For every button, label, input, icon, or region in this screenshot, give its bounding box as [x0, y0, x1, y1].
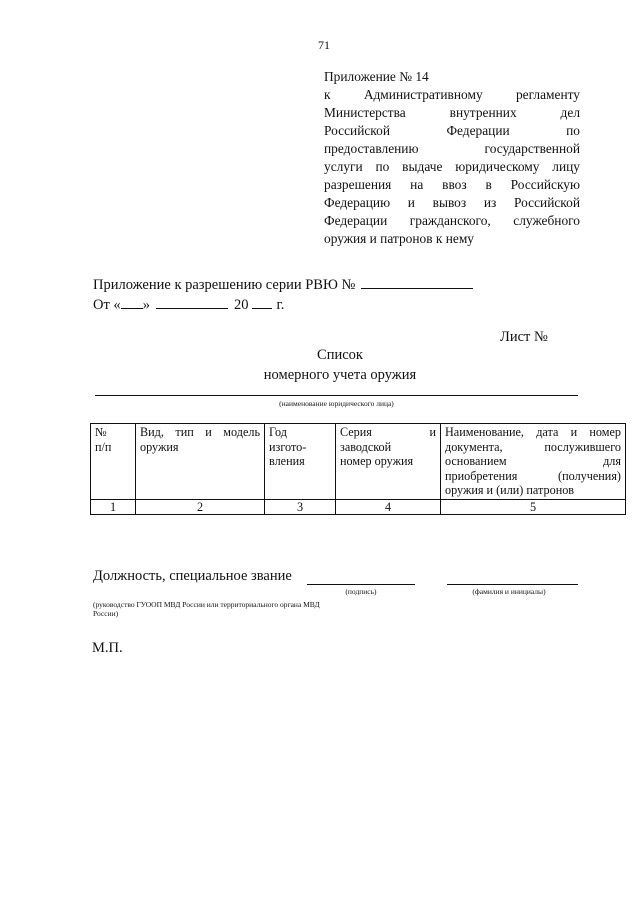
- day-blank: [121, 295, 143, 309]
- year-blank: [252, 295, 272, 309]
- column-header-line: п/п: [95, 439, 112, 454]
- signature-line: [307, 584, 415, 585]
- permit-date-line: [93, 295, 473, 315]
- page-number: 71: [318, 38, 330, 52]
- year-suffix: г.: [276, 297, 285, 313]
- list-title: [150, 345, 530, 385]
- column-header-line: вления: [269, 454, 305, 468]
- column-header: [441, 424, 626, 500]
- column-number-cell: 1: [91, 499, 136, 515]
- column-header-line: Наименование, дата и номер: [445, 425, 621, 439]
- list-title-line-1: Список: [317, 347, 363, 363]
- seal-placeholder: М.П.: [92, 640, 123, 656]
- column-header-line: основанием для: [445, 454, 621, 468]
- appendix-line: Российской Федерации по: [324, 123, 580, 138]
- appendix-line: к Административному регламенту: [324, 87, 580, 102]
- column-header: [91, 424, 136, 500]
- appendix-header: [324, 68, 580, 248]
- column-header-line: оружия: [140, 439, 179, 454]
- column-header-line: Год: [269, 425, 287, 439]
- column-header-line: заводской: [340, 439, 392, 454]
- column-number-cell: 2: [136, 499, 265, 515]
- column-header: [265, 424, 336, 500]
- position-rank-label: Должность, специальное звание: [93, 568, 292, 584]
- authority-footnote: (руководство ГУООП МВД России или территориального органа МВД России): [93, 600, 320, 618]
- appendix-line: разрешения на ввоз в Российскую: [324, 177, 580, 192]
- date-quote-close: »: [142, 297, 150, 313]
- appendix-line: предоставлению государственной: [324, 141, 580, 156]
- column-header: [336, 424, 441, 500]
- column-header-line: Вид, тип и модель: [140, 425, 260, 439]
- appendix-line: Федерацию и вывоз из Российской: [324, 195, 580, 210]
- column-number-cell: 5: [441, 499, 626, 515]
- column-header-line: Серия и: [340, 425, 436, 439]
- column-header-line: номер оружия: [340, 454, 414, 468]
- table-header-row: [91, 424, 626, 500]
- appendix-line: оружия и патронов к нему: [324, 231, 475, 246]
- permit-series-label: Приложение к разрешению серии РВЮ №: [93, 277, 356, 293]
- year-prefix: 20: [233, 297, 249, 313]
- full-name-line: [447, 584, 578, 585]
- weapons-table: [90, 423, 626, 515]
- sheet-number-label: Лист №: [500, 329, 548, 345]
- column-number-cell: 3: [265, 499, 336, 515]
- permit-series-line: [93, 275, 473, 295]
- signature-caption: (подпись): [345, 587, 377, 596]
- column-header-line: №: [95, 425, 107, 439]
- column-header: [136, 424, 265, 500]
- month-blank: [156, 295, 228, 309]
- list-title-line-2: номерного учета оружия: [263, 367, 417, 383]
- permit-reference: [93, 275, 473, 315]
- column-number-cell: 4: [336, 499, 441, 515]
- full-name-caption: (фамилия и инициалы): [472, 587, 546, 596]
- table-column-numbers-row: [91, 499, 626, 515]
- appendix-line: Федерации гражданского, служебного: [324, 213, 580, 228]
- column-header-line: документа, послужившего: [445, 439, 621, 454]
- column-header-line: приобретения (получения): [445, 468, 621, 483]
- organization-name-line: [95, 395, 578, 396]
- column-header-line: изгото-: [269, 439, 307, 454]
- appendix-line: услуги по выдаче юридическому лицу: [324, 159, 580, 174]
- date-from-label: От «: [93, 297, 121, 313]
- appendix-line: Министерства внутренних дел: [324, 105, 580, 120]
- appendix-line: Приложение № 14: [324, 69, 429, 84]
- column-header-line: оружия и (или) патронов: [445, 483, 575, 497]
- permit-number-blank: [361, 275, 473, 289]
- organization-name-caption: (наименование юридического лица): [279, 399, 394, 408]
